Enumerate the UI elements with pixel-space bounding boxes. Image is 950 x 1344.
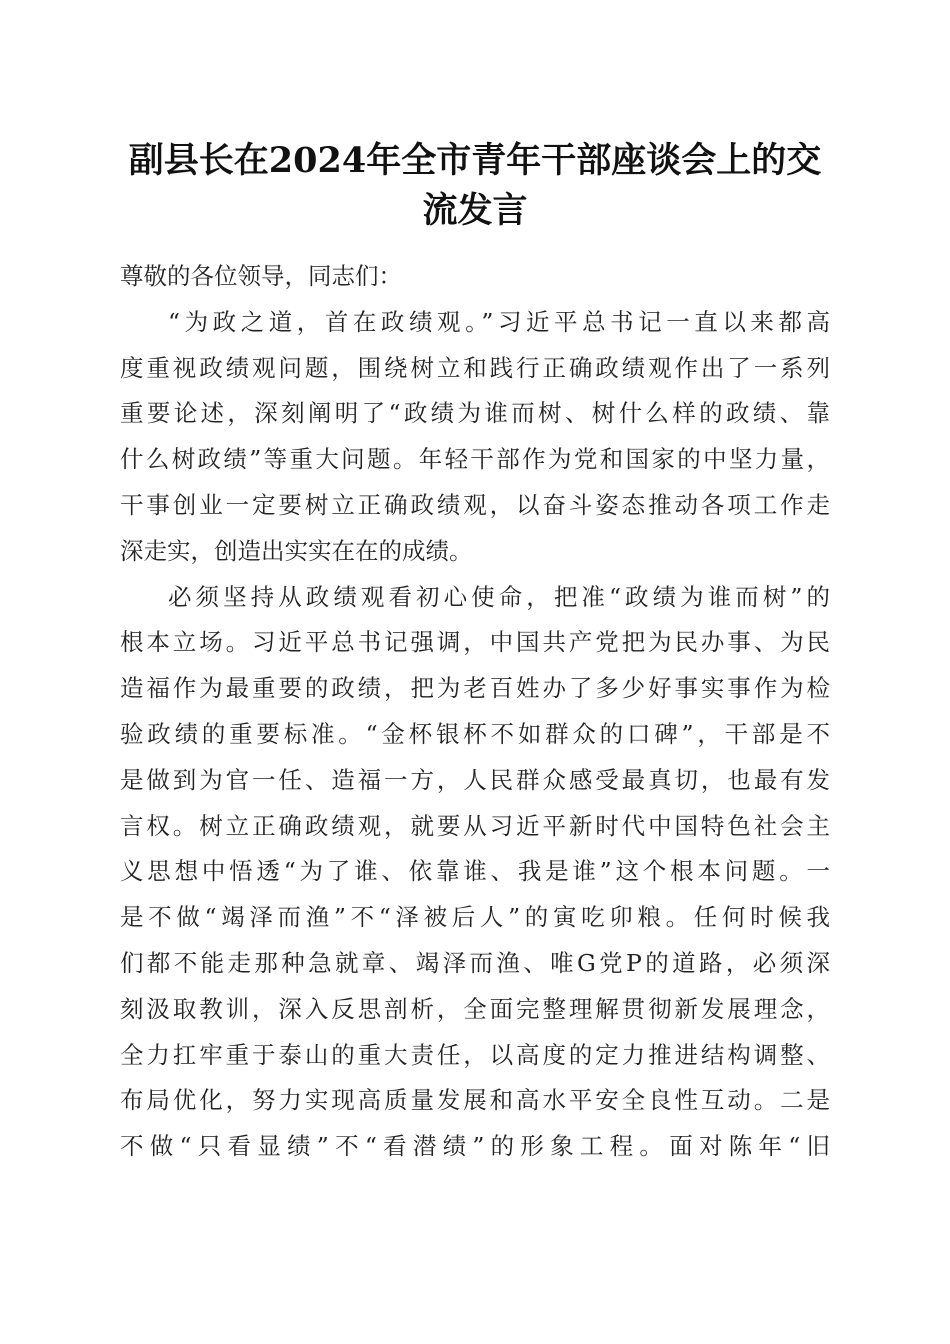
title-line: 副县长在2024年全市青年干部座谈会上的交 bbox=[128, 140, 822, 181]
body-line: 尊敬的各位领导，同志们： bbox=[120, 262, 402, 290]
body-line: 布局优化，努力实现高质量发展和高水平安全良性互动。二是 bbox=[120, 1086, 830, 1115]
body-line: 重要论述，深刻阐明了“政绩为谁而树、树什么样的政绩、靠 bbox=[120, 399, 830, 428]
body-line: 什么树政绩”等重大问题。年轻干部作为党和国家的中坚力量， bbox=[120, 445, 830, 474]
body-line: 是不做“竭泽而渔”不“泽被后人”的寅吃卯粮。任何时候我 bbox=[120, 903, 830, 932]
body-line: 言权。树立正确政绩观，就要从习近平新时代中国特色社会主 bbox=[120, 811, 830, 840]
document-body bbox=[120, 254, 830, 1170]
body-line: 度重视政绩观问题，围绕树立和践行正确政绩观作出了一系列 bbox=[120, 353, 830, 382]
body-line: 根本立场。习近平总书记强调，中国共产党把为民办事、为民 bbox=[120, 628, 830, 657]
body-line: 造福作为最重要的政绩，把为老百姓办了多少好事实事作为检 bbox=[120, 674, 830, 703]
body-line: 干事创业一定要树立正确政绩观，以奋斗姿态推动各项工作走 bbox=[120, 490, 830, 519]
body-line: 是做到为官一任、造福一方，人民群众感受最真切，也最有发 bbox=[120, 765, 830, 794]
body-line: 全力扛牢重于泰山的重大责任，以高度的定力推进结构调整、 bbox=[120, 1040, 830, 1069]
title-line: 流发言 bbox=[422, 190, 528, 231]
body-line: 深走实，创造出实实在在的成绩。 bbox=[120, 536, 473, 565]
body-line: 不做“只看显绩”不“看潜绩”的形象工程。面对陈年“旧 bbox=[120, 1132, 830, 1161]
body-line: 验政绩的重要标准。“金杯银杯不如群众的口碑”，干部是不 bbox=[120, 719, 830, 748]
body-line: 刻汲取教训，深入反思剖析，全面完整理解贯彻新发展理念， bbox=[120, 994, 830, 1023]
body-line: 们都不能走那种急就章、竭泽而渔、唯G党P的道路，必须深 bbox=[120, 948, 830, 977]
body-line: 必须坚持从政绩观看初心使命，把准“政绩为谁而树”的 bbox=[168, 582, 830, 611]
body-line: “为政之道，首在政绩观。”习近平总书记一直以来都高 bbox=[168, 307, 830, 336]
document-title bbox=[120, 136, 830, 236]
body-line: 义思想中悟透“为了谁、依靠谁、我是谁”这个根本问题。一 bbox=[120, 857, 830, 886]
